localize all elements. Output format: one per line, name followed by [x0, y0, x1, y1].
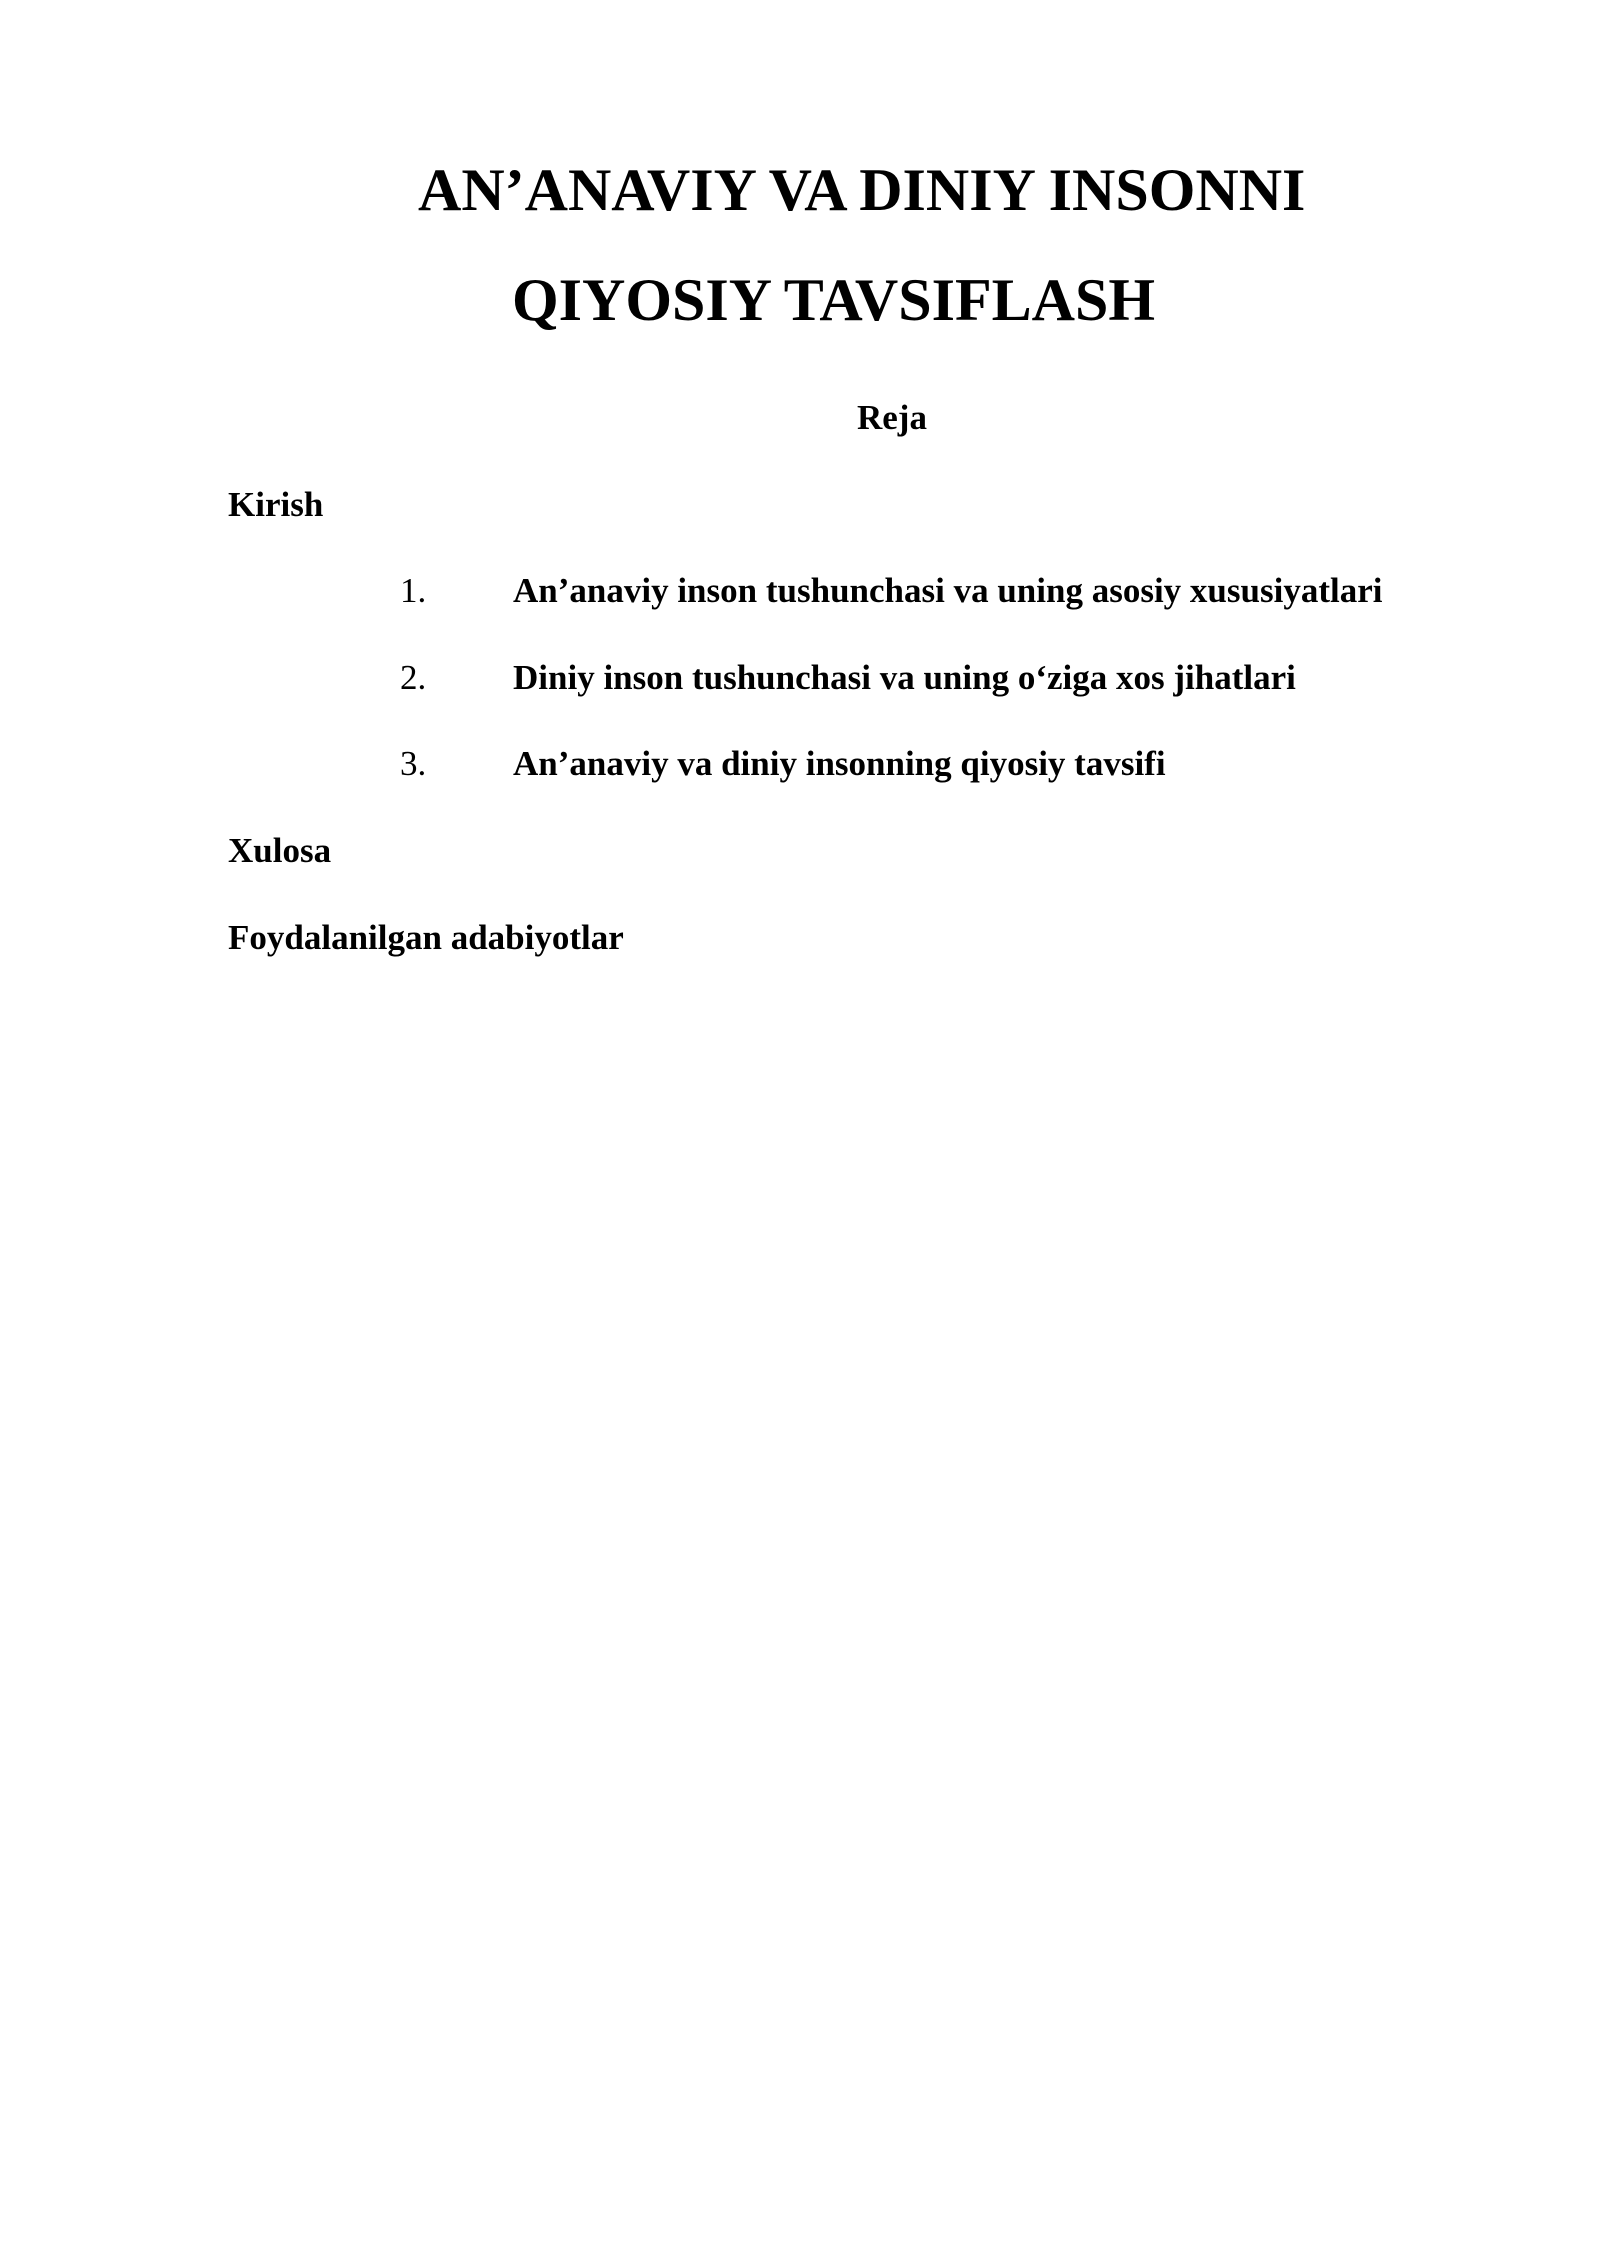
plan-item-number: 2. [400, 658, 427, 697]
plan-item-1 [0, 573, 1600, 621]
plan-item-number: 3. [400, 744, 427, 783]
plan-item-number: 1. [400, 571, 427, 610]
plan-item-text: An’anaviy inson tushunchasi va uning asosiy xususiyatlari [513, 571, 1383, 610]
plan-item-text: Diniy inson tushunchasi va uning o‘ziga xos jihatlari [513, 658, 1296, 697]
plan-item-text: An’anaviy va diniy insonning qiyosiy tavsifi [513, 744, 1166, 783]
document-title-line-1: AN’ANAVIY VA DINIY INSONNI [418, 157, 1306, 223]
document-title-line-2: QIYOSIY TAVSIFLASH [512, 267, 1156, 333]
intro-heading: Kirish [228, 485, 324, 524]
conclusion-heading: Xulosa [228, 831, 332, 870]
plan-heading: Reja [857, 398, 927, 437]
references-heading: Foydalanilgan adabiyotlar [228, 918, 624, 957]
plan-item-2 [0, 660, 1600, 708]
plan-item-3 [0, 746, 1600, 794]
